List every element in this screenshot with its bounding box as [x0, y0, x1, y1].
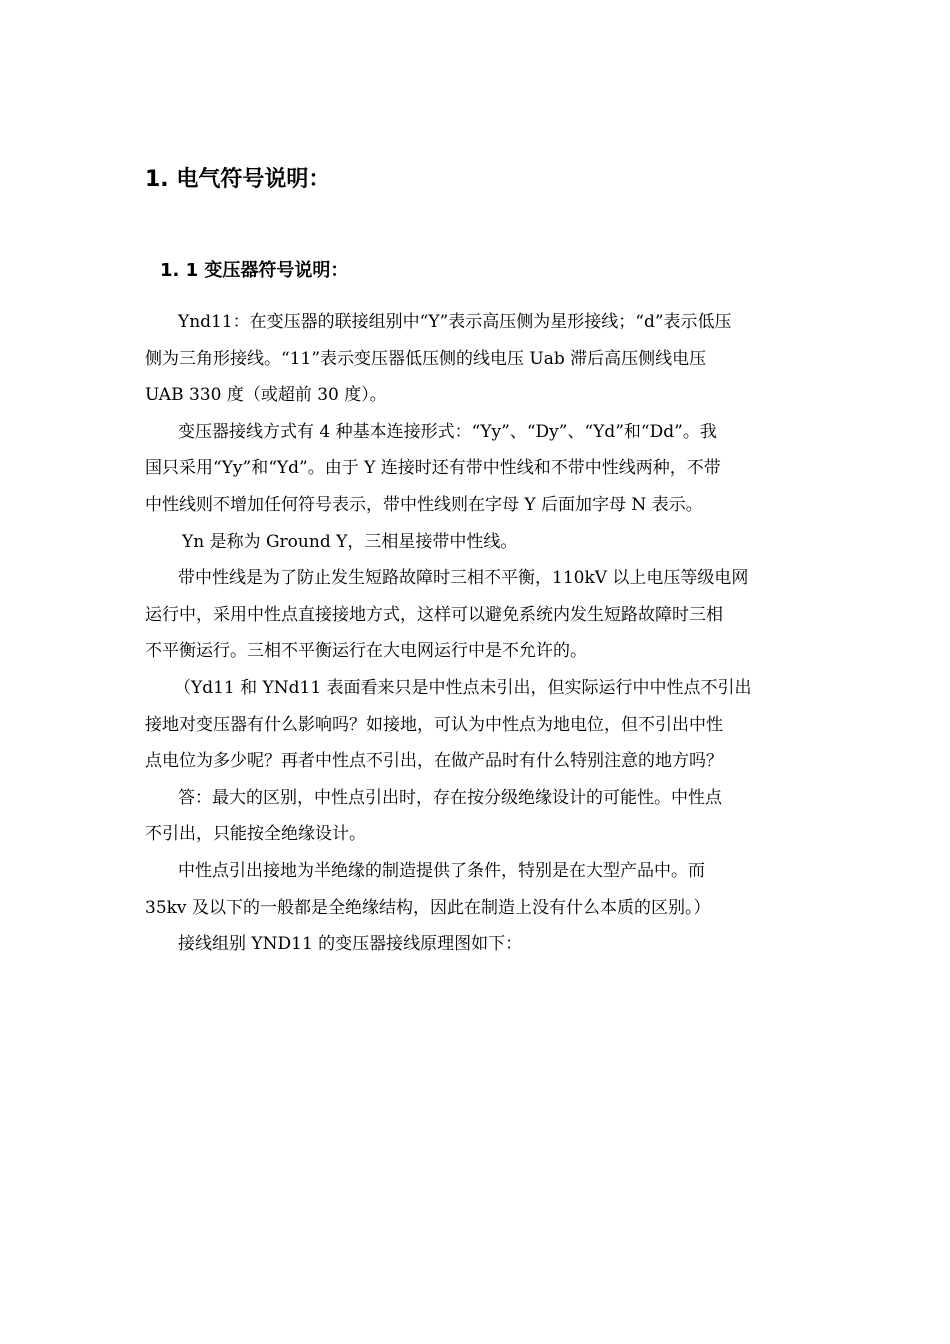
body-text — [145, 304, 815, 963]
section-heading: 1. 电气符号说明： — [145, 167, 331, 192]
paragraph-line: 点电位为多少呢？再者中性点不引出，在做产品时有什么特别注意的地方吗？ — [145, 751, 723, 772]
paragraph-line: 中性点引出接地为半绝缘的制造提供了条件，特别是在大型产品中。而 — [178, 860, 705, 881]
paragraph-line: 接线组别 YND11 的变压器接线原理图如下： — [178, 934, 523, 955]
paragraph-line: Ynd11：在变压器的联接组别中“Y”表示高压侧为星形接线；“d”表示低压 — [178, 312, 732, 332]
paragraph-line: 运行中，采用中性点直接接地方式，这样可以避免系统内发生短路故障时三相 — [145, 604, 723, 625]
paragraph-line: 中性线则不增加任何符号表示，带中性线则在字母 Y 后面加字母 N 表示。 — [145, 494, 703, 515]
paragraph-line: 国只采用“Yy”和“Yd”。由于 Y 连接时还有带中性线和不带中性线两种，不带 — [145, 458, 721, 479]
paragraph-line: 侧为三角形接线。“11”表示变压器低压侧的线电压 Uab 滞后高压侧线电压 — [145, 348, 707, 369]
paragraph-line: UAB 330 度（或超前 30 度）。 — [145, 385, 387, 406]
paragraph-line: 带中性线是为了防止发生短路故障时三相不平衡，110kV 以上电压等级电网 — [178, 568, 749, 589]
paragraph-line: Yn 是称为 Ground Y，三相星接带中性线。 — [182, 531, 518, 552]
paragraph-line: （Yd11 和 YNd11 表面看来只是中性点未引出，但实际运行中中性点不引出 — [174, 677, 752, 698]
subsection-heading: 1. 1 变压器符号说明： — [160, 260, 349, 281]
paragraph-line: 接地对变压器有什么影响吗？如接地，可认为中性点为地电位，但不引出中性 — [145, 714, 723, 735]
paragraph-line: 不平衡运行。三相不平衡运行在大电网运行中是不允许的。 — [145, 641, 587, 662]
paragraph-line: 35kv 及以下的一般都是全绝缘结构，因此在制造上没有什么本质的区别。） — [145, 897, 711, 918]
paragraph-line: 变压器接线方式有 4 种基本连接形式：“Yy”、“Dy”、“Yd”和“Dd”。我 — [178, 421, 717, 442]
paragraph-line: 不引出，只能按全绝缘设计。 — [145, 824, 366, 845]
paragraph-line: 答：最大的区别，中性点引出时，存在按分级绝缘设计的可能性。中性点 — [178, 787, 722, 808]
